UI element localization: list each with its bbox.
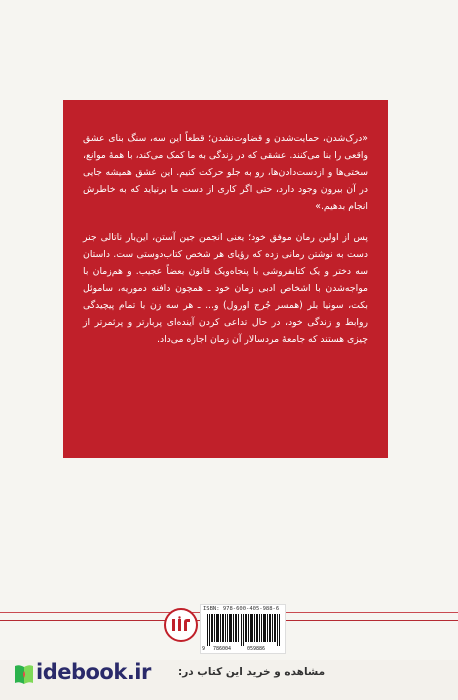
- isbn-text: ISBN: 978-600-405-988-6: [203, 606, 280, 612]
- publisher-logo-icon: [164, 608, 198, 642]
- blurb-quote: «درک‌شدن، حمایت‌شدن و قضاوت‌نشدن؛ قطعاً این سه، سنگ بنای عشق واقعی را بنا می‌کنند. عشقی که در زندگی به ما کمک می‌کند، با همهٔ موانع، سختی‌ها و ازدست‌دادن‌ها، رو به جلو حرکت کنیم. این عشق همیشه جایی در آن بیرون وجود دارد، حتی اگر کاری از دست ما برنیاید که به خاطرش انجام بدهیم.»: [83, 133, 368, 212]
- isbn-barcode: [200, 604, 286, 654]
- barcode-bars: [207, 614, 281, 646]
- blurb-panel: [63, 100, 388, 458]
- barcode-digit: 9: [202, 646, 206, 652]
- book-icon: [14, 663, 34, 685]
- blurb-description: پس از اولین رمان موفق خود؛ یعنی انجمن جین آستن، این‌بار ناتالی جنر دست به نوشتن رمانی زده که رؤیای هر شخص کتاب‌دوستی ست. داستان سه دختر و یک کتابفروشی با پنجاه‌ویک قانون بعضاً عجیب. و هم‌زمان با مواجه‌شدن با اشخاص ادبی زمان خود ـ همچون دافنه دموریه، ساموئل بکت، سونیا بلر (همسر جُرج اورول) و... ـ هر سه زن با تمام پیچیدگی روابط و زندگی خود، در حال تداعی کردن آینده‌ای پربارتر و پرثمرتر از چیزی هستند که جامعهٔ مردسالار آن زمان اجازه می‌داد.: [83, 232, 368, 345]
- barcode-digits: 059886: [247, 646, 266, 652]
- site-name[interactable]: idebook.ir: [36, 660, 151, 684]
- buy-text: مشاهده و خرید این کتاب در:: [178, 666, 326, 678]
- barcode-digits: 786004: [213, 646, 232, 652]
